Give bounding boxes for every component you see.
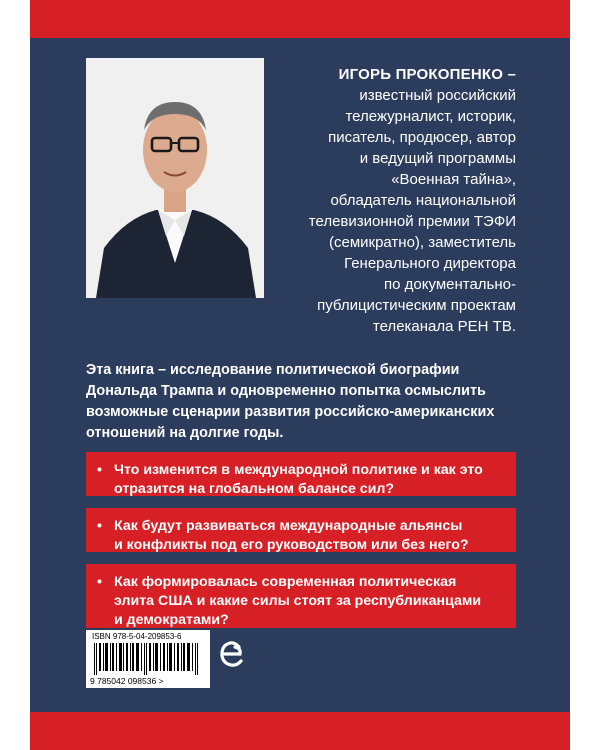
bio-line: и ведущий программы [359,150,516,167]
bio-line: публицистическим проектам [317,297,516,314]
question-box [86,564,516,628]
question-line: элита США и какие силы стоят за республиканцами [114,593,482,609]
question-line: отразится на глобальном балансе сил? [114,481,395,497]
author-name: ИГОРЬ ПРОКОПЕНКО – [338,66,516,83]
question-line: Что изменится в международной политике и как это [114,462,483,478]
bio-line: телевизионной премии ТЭФИ [308,213,516,230]
publisher-logo-icon [219,640,245,668]
right-margin [570,0,600,750]
bullet-icon: • [97,518,102,534]
bio-line: телеканала РЕН ТВ. [372,318,516,335]
author-bio [276,64,516,337]
top-red-band [0,0,600,38]
question-line: и конфликты под его руководством или без него? [114,537,469,553]
bio-line: Генерального директора [344,255,516,272]
question-box [86,452,516,496]
isbn-label: ISBN 978-5-04-209853-6 [92,632,182,641]
bio-line: обладатель национальной [330,192,516,209]
question-line: и демократами? [114,612,229,628]
bottom-red-band [0,712,600,750]
bio-line: тележурналист, историк, [345,108,516,125]
bullet-icon: • [97,462,102,478]
intro-line: Эта книга – исследование политической биографии [86,362,460,378]
bio-line: известный российский [359,87,516,104]
question-line: Как будут развиваться международные альянсы [114,518,463,534]
intro-line: отношений на долгие годы. [86,425,284,441]
author-portrait-image [86,58,264,298]
book-description [86,360,526,444]
bio-line: писатель, продюсер, автор [328,129,516,146]
bio-line: (семикратно), заместитель [328,234,516,251]
barcode-bars [92,643,204,675]
bio-line: по документально- [384,276,516,293]
left-margin [0,0,30,750]
intro-line: Дональда Трампа и одновременно попытка осмыслить [86,383,486,399]
bio-line: «Военная тайна», [391,171,516,188]
author-photo [86,58,264,298]
barcode-number: 9 785042 098536 > [90,676,164,686]
bullet-icon: • [97,574,102,590]
intro-line: возможные сценарии развития российско-американских [86,404,495,420]
question-box [86,508,516,552]
barcode [86,630,210,688]
question-line: Как формировалась современная политическая [114,574,457,590]
